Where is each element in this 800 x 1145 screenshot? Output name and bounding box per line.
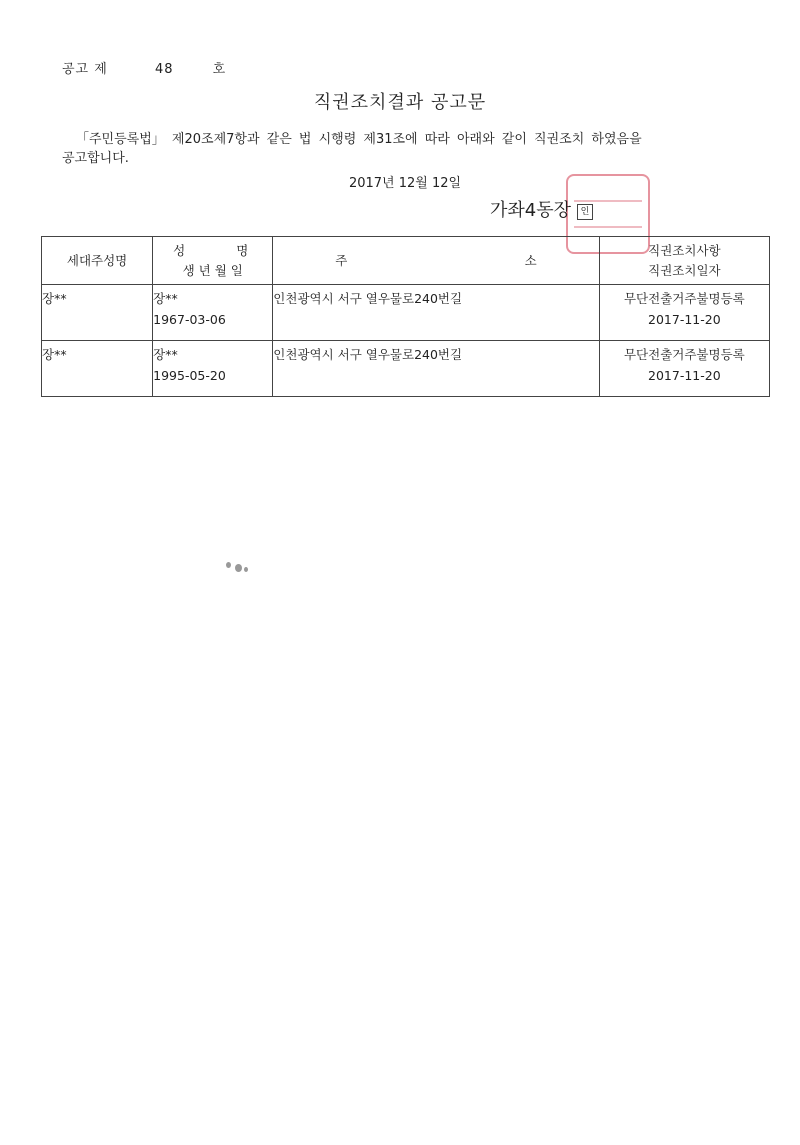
cell-action-type: 무단전출거주불명등록 bbox=[623, 347, 745, 362]
cell-action-date: 2017-11-20 bbox=[648, 312, 721, 327]
records-table bbox=[41, 236, 770, 397]
header-name-b: 명 bbox=[236, 242, 249, 258]
header-action bbox=[599, 237, 769, 285]
seal-mark: 인 bbox=[577, 204, 593, 220]
header-action-date: 직권조치일자 bbox=[648, 262, 721, 278]
cell-birth: 1995-05-20 bbox=[153, 368, 226, 383]
cell-name-birth bbox=[153, 285, 273, 341]
header-address-b: 소 bbox=[524, 252, 537, 268]
body-paragraph bbox=[62, 130, 722, 168]
header-action-type: 직권조치사항 bbox=[648, 242, 721, 258]
document-title: 직권조치결과 공고문 bbox=[313, 92, 487, 113]
notice-number: 48 bbox=[154, 62, 174, 77]
cell-action-date: 2017-11-20 bbox=[648, 368, 721, 383]
cell-address: 인천광역시 서구 열우물로240번길 bbox=[273, 341, 599, 397]
notice-prefix: 공고 제 bbox=[62, 62, 108, 77]
issuer bbox=[490, 196, 593, 222]
table-row bbox=[42, 285, 770, 341]
cell-name: 장** bbox=[153, 291, 178, 306]
notice-date: 2017년 12월 12일 bbox=[348, 176, 462, 191]
cell-name-birth bbox=[153, 341, 273, 397]
body-line-2: 공고합니다. bbox=[62, 151, 129, 166]
header-name-birth bbox=[153, 237, 273, 285]
header-name-a: 성 bbox=[173, 242, 186, 258]
header-householder: 세대주성명 bbox=[42, 237, 153, 285]
cell-action bbox=[599, 285, 769, 341]
cell-householder: 장** bbox=[42, 341, 153, 397]
notice-suffix: 호 bbox=[212, 62, 227, 77]
cell-action bbox=[599, 341, 769, 397]
scan-smudge bbox=[226, 560, 250, 574]
table-header-row bbox=[42, 237, 770, 285]
header-name bbox=[153, 241, 272, 261]
header-address bbox=[273, 237, 599, 285]
cell-address: 인천광역시 서구 열우물로240번길 bbox=[273, 285, 599, 341]
notice-number-line bbox=[62, 58, 226, 77]
issuer-name: 가좌4동장 bbox=[490, 200, 572, 221]
header-birth: 생 년 월 일 bbox=[182, 262, 243, 278]
header-address-a: 주 bbox=[335, 252, 348, 268]
body-line-1: 「주민등록법」 제20조제7항과 같은 법 시행령 제31조에 따라 아래와 같이 직권조치 하였음을 bbox=[76, 132, 642, 147]
cell-name: 장** bbox=[153, 347, 178, 362]
cell-birth: 1967-03-06 bbox=[153, 312, 226, 327]
cell-householder: 장** bbox=[42, 285, 153, 341]
cell-action-type: 무단전출거주불명등록 bbox=[623, 291, 745, 306]
table-row bbox=[42, 341, 770, 397]
